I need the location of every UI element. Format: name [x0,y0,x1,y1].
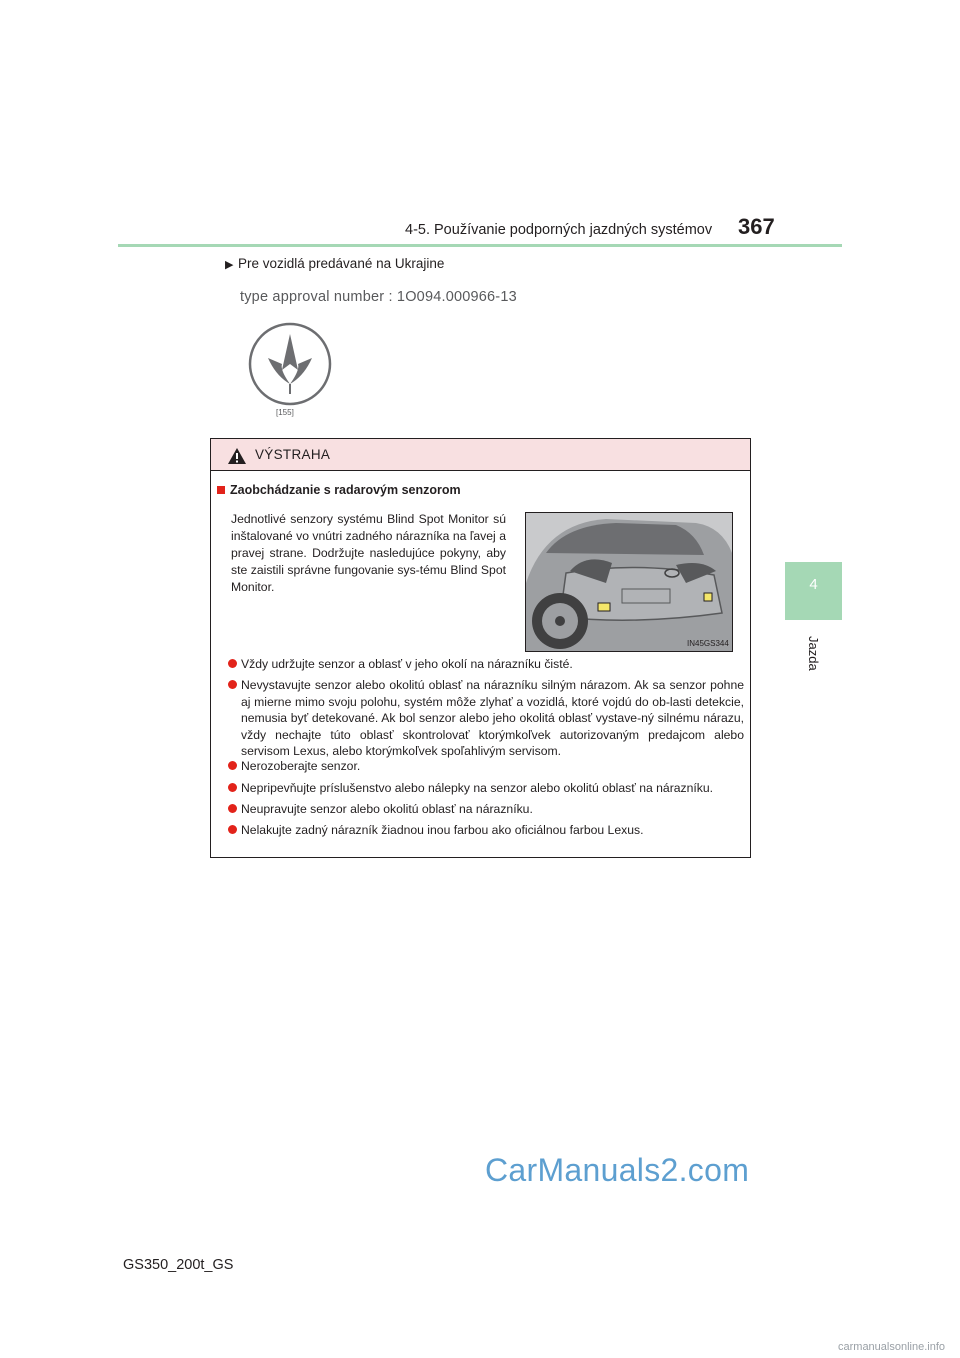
subsection-title: Zaobchádzanie s radarovým senzorom [230,483,461,497]
round-bullet-icon [228,761,237,770]
list-item [228,801,744,818]
list-item [228,758,744,775]
round-bullet-icon [228,659,237,668]
list-item [228,677,744,760]
warning-triangle-icon [227,447,247,465]
page-number: 367 [738,214,775,239]
list-item [228,780,744,797]
cert-code-value: 155 [278,408,292,417]
list-item-text: Nelakujte zadný nárazník žiadnou inou farbou ako oficiálnou farbou Lexus. [241,823,644,837]
watermark-bar [0,1336,960,1358]
triangle-bullet-icon: ▶ [225,259,234,271]
intro-paragraph: Jednotlivé senzory systému Blind Spot Monitor sú inštalované vo vnútri zadného nárazníka na ľavej a pravej strane. Dodržujte nasledujúce pokyny, aby ste zaistili správne fungovanie sys-tému Blind Spot Monitor. [231,512,506,594]
list-item-text: Nerozoberajte senzor. [241,759,361,773]
square-bullet-icon [217,486,225,494]
certification-code: [155] [276,408,294,417]
list-item-text: Neupravujte senzor alebo okolitú oblasť na nárazníku. [241,802,533,816]
warning-header [211,439,750,471]
watermark-carmanualsonline: carmanualsonline.info [838,1341,946,1353]
list-item-text: Nevystavujte senzor alebo okolitú oblasť na nárazníku silným nárazom. Ak sa senzor pohne aj mierne mimo svoju polohu, systém môže zlyhať a vozidlá, ktoré vojdú do ob-lasti detekcie, nemusia byť detekované. Ak bol senzor alebo jeho okolitá oblasť vystave-ný silnému nárazu, vždy nechajte túto oblasť skontrolovať ktorýmkoľvek autorizovaným predajcom alebo servisom Lexus, alebo ktorýmkoľvek spoľahlivým servisom. [241,678,744,758]
watermark-carmanuals2: CarManuals2.com [485,1152,750,1188]
car-rear-bumper-icon [526,513,732,651]
warning-title: VÝSTRAHA [255,447,331,462]
chapter-label-text: Jazda [806,636,821,671]
round-bullet-icon [228,804,237,813]
type-approval-number: type approval number : 1O094.000966-13 [240,289,517,305]
header-divider [118,244,842,247]
list-item [228,656,744,673]
footer-model-code: GS350_200t_GS [123,1257,234,1273]
chapter-label [805,636,825,696]
list-item [228,822,744,839]
car-rear-illustration [525,512,733,652]
round-bullet-icon [228,783,237,792]
round-bullet-icon [228,825,237,834]
ukraine-certification-mark-icon [246,320,334,408]
list-item-text: Vždy udržujte senzor a oblasť v jeho okolí na nárazníku čisté. [241,657,573,671]
warning-box [210,438,751,858]
chapter-number: 4 [809,576,818,593]
round-bullet-icon [228,680,237,689]
figure-code: IN45GS344 [687,639,729,648]
section-title: 4-5. Používanie podporných jazdných systémov [405,222,713,238]
ukraine-heading: Pre vozidlá predávané na Ukrajine [238,256,445,271]
list-item-text: Nepripevňujte príslušenstvo alebo nálepky na senzor alebo okolitú oblasť na nárazníku. [241,781,714,795]
